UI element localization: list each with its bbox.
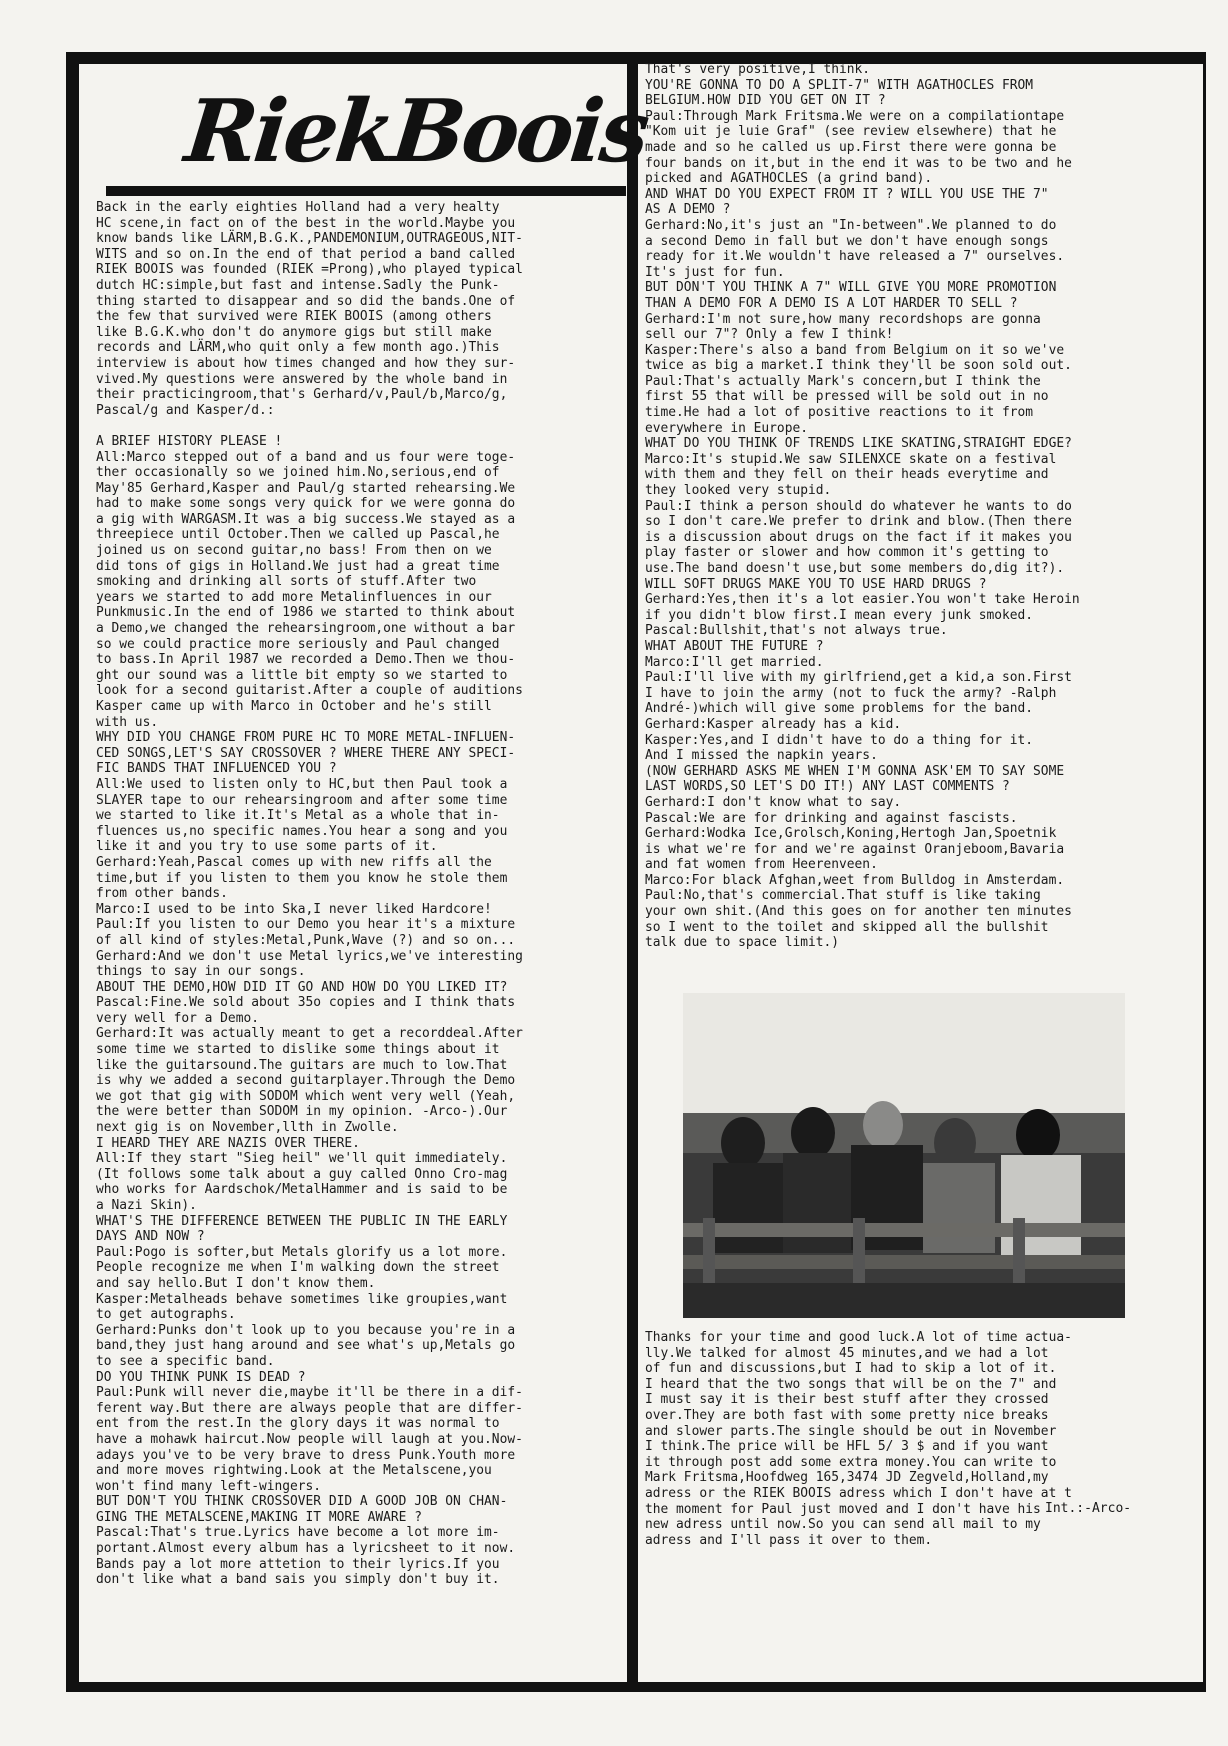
text-line: four bands on it,but in the end it was to be two and he (645, 155, 1072, 171)
text-line: your own shit.(And this goes on for another ten minutes (645, 904, 1072, 920)
text-line: Back in the early eighties Holland had a very healty (96, 200, 500, 215)
text-line: with them and they fell on their heads everytime and (645, 467, 1049, 483)
text-line: joined us on second guitar,no bass! From then on we (96, 543, 492, 559)
text-line: RIEK BOOIS was founded (RIEK =Prong),who played typical (96, 262, 523, 278)
text-line: ther occasionally so we joined him.No,serious,end of (96, 465, 500, 481)
text-line: records and LÄRM,who quit only a few month ago.)This (96, 340, 500, 356)
text-line: so we could practice more seriously and Paul changed (96, 636, 500, 652)
text-line: thing started to disappear and so did the bands.One of (96, 293, 516, 309)
text-line: a second Demo in fall but we don't have enough songs (645, 233, 1049, 249)
text-line: May'85 Gerhard,Kasper and Paul/g started rehearsing.We (96, 480, 516, 496)
text-line: Pascal:Bullshit,that's not always true. (645, 623, 948, 639)
text-line: It's just for fun. (645, 264, 785, 280)
text-line: to see a specific band. (96, 1353, 275, 1369)
text-line: AND WHAT DO YOU EXPECT FROM IT ? WILL YOU USE THE 7" (645, 186, 1049, 202)
text-line: twice as big a market.I think they'll be soon sold out. (645, 358, 1072, 374)
text-line: years we started to add more Metalinfluences in our (96, 589, 492, 605)
text-line: Pascal:We are for drinking and against fascists. (645, 810, 1018, 826)
text-line: Paul:Punk will never die,maybe it'll be there in a dif- (96, 1385, 523, 1401)
text-line: and more moves rightwing.Look at the Metalscene,you (96, 1463, 492, 1479)
right-column (645, 62, 1200, 951)
text-line: I have to join the army (not to fuck the army? -Ralph (645, 685, 1057, 701)
text-line: Kasper:Yes,and I didn't have to do a thing for it. (645, 732, 1034, 748)
text-line: the few that survived were RIEK BOOIS (among others (96, 309, 492, 325)
interviewer-signature: Int.:-Arco- (1045, 1501, 1132, 1516)
left-column (96, 200, 622, 1588)
text-line: Kasper came up with Marco in October and he's still (96, 699, 492, 714)
text-line: from other bands. (96, 886, 228, 902)
text-line: adays you've to be very brave to dress Punk.Youth more (96, 1447, 516, 1463)
text-line: don't like what a band sais you simply don't buy it. (96, 1572, 500, 1588)
text-line: That's very positive,I think. (645, 62, 871, 77)
text-line: YOU'RE GONNA TO DO A SPLIT-7" WITH AGATHOCLES FROM (645, 77, 1034, 93)
text-line: AS A DEMO ? (645, 202, 731, 218)
text-line: is why we added a second guitarplayer.Through the Demo (96, 1073, 516, 1089)
text-line: is a discussion about drugs on the fact if it makes you (645, 529, 1072, 545)
text-line: "Kom uit je luie Graf" (see review elsewhere) that he (645, 124, 1057, 140)
text-line: BUT DON'T YOU THINK A 7" WILL GIVE YOU MORE PROMOTION (645, 280, 1057, 296)
text-line: All:We used to listen only to HC,but then Paul took a (96, 776, 508, 792)
text-line: a Demo,we changed the rehearsingroom,one without a bar (96, 621, 516, 637)
text-line: Marco:I used to be into Ska,I never liked Hardcore! (96, 901, 492, 917)
text-line: FIC BANDS THAT INFLUENCED YOU ? (96, 761, 337, 777)
text-line: Marco:I'll get married. (645, 654, 824, 670)
text-line: so I went to the toilet and skipped all the bullshit (645, 919, 1049, 935)
text-line: I must say it is their best stuff after they crossed (645, 1392, 1049, 1408)
text-line: lly.We talked for almost 45 minutes,and we had a lot (645, 1345, 1049, 1361)
text-line: I heard that the two songs that will be on the 7" and (645, 1376, 1057, 1392)
text-line: Gerhard:No,it's just an "In-between".We planned to do (645, 217, 1057, 233)
text-line: And I missed the napkin years. (645, 748, 878, 764)
text-line: some time we started to dislike some things about it (96, 1042, 500, 1058)
text-line: we got that gig with SODOM which went very well (Yeah, (96, 1088, 516, 1104)
text-line: Punkmusic.In the end of 1986 we started to think about (96, 605, 516, 621)
text-line: their practicingroom,that's Gerhard/v,Paul/b,Marco/g, (96, 387, 508, 403)
text-line: Gerhard:Yes,then it's a lot easier.You won't take Heroin (645, 592, 1080, 608)
text-line: who works for Aardschok/MetalHammer and is said to be (96, 1182, 508, 1198)
text-line: next gig is on November,llth in Zwolle. (96, 1120, 399, 1136)
text-line: WILL SOFT DRUGS MAKE YOU TO USE HARD DRUGS ? (645, 576, 987, 592)
text-line: Paul:If you listen to our Demo you hear it's a mixture (96, 917, 516, 933)
text-line: portant.Almost every album has a lyricsheet to it now. (96, 1541, 516, 1557)
text-line: interview is about how times changed and how they sur- (96, 355, 516, 371)
text-line: Paul:I'll live with my girlfriend,get a kid,a son.First (645, 670, 1072, 686)
text-line: CED SONGS,LET'S SAY CROSSOVER ? WHERE THERE ANY SPECI- (96, 745, 516, 761)
text-line: Paul:I think a person should do whatever he wants to do (645, 498, 1072, 514)
text-line: and fat women from Heerenveen. (645, 857, 878, 873)
text-line: everywhere in Europe. (645, 420, 808, 436)
text-line: Mark Fritsma,Hoofdweg 165,3474 JD Zegveld,Holland,my (645, 1470, 1049, 1486)
band-logo-text: RiekBoois (180, 81, 652, 182)
text-line: Gerhard:I don't know what to say. (645, 794, 902, 810)
text-line: Gerhard:It was actually meant to get a recorddeal.After (96, 1026, 523, 1042)
text-line: a gig with WARGASM.It was a big success.We stayed as a (96, 511, 516, 527)
text-line: HC scene,in fact on of the best in the world.Maybe you (96, 215, 516, 231)
text-line: play faster or slower and how common it's getting to (645, 545, 1049, 561)
text-line: Bands pay a lot more attetion to their lyrics.If you (96, 1556, 500, 1572)
text-line: picked and AGATHOCLES (a grind band). (645, 171, 933, 187)
text-line: sell our 7"? Only a few I think! (645, 327, 894, 343)
text-line: like the guitarsound.The guitars are much to low.That (96, 1057, 508, 1073)
text-line: is what we're for and we're against Oranjeboom,Bavaria (645, 841, 1065, 857)
text-line: won't find many left-wingers. (96, 1478, 322, 1494)
text-line: Pascal/g and Kasper/d.: (96, 402, 275, 418)
text-line: vived.My questions were answered by the whole band in (96, 371, 508, 387)
text-line: Paul:That's actually Mark's concern,but I think the (645, 373, 1041, 389)
text-line: (NOW GERHARD ASKS ME WHEN I'M GONNA ASK'EM TO SAY SOME (645, 763, 1065, 779)
text-line: WHY DID YOU CHANGE FROM PURE HC TO MORE METAL-INFLUEN- (96, 730, 516, 746)
text-line: Gerhard:I'm not sure,how many recordshops are gonna (645, 311, 1041, 327)
text-line: WHAT DO YOU THINK OF TRENDS LIKE SKATING,STRAIGHT EDGE? (645, 436, 1072, 452)
left-column-text (96, 200, 622, 1588)
text-line: with us. (96, 714, 159, 730)
text-line: A BRIEF HISTORY PLEASE ! (96, 433, 283, 449)
text-line: Kasper:There's also a band from Belgium on it so we've (645, 342, 1065, 358)
text-line: ABOUT THE DEMO,HOW DID IT GO AND HOW DO YOU LIKED IT? (96, 979, 508, 995)
text-line: SLAYER tape to our rehearsingroom and after some time (96, 792, 508, 808)
text-line: had to make some songs very quick for we were gonna do (96, 496, 516, 512)
text-line: made and so he called us up.First there were gonna be (645, 139, 1057, 155)
text-line: they looked very stupid. (645, 483, 832, 499)
text-line: to bass.In April 1987 we recorded a Demo.Then we thou- (96, 652, 516, 668)
text-line: GING THE METALSCENE,MAKING IT MORE AWARE ? (96, 1509, 422, 1525)
text-line: we started to like it.It's Metal as a whole that in- (96, 808, 500, 824)
text-line: threepiece until October.Then we called up Pascal,he (96, 527, 500, 543)
text-line: ferent way.But there are always people that are differ- (96, 1400, 523, 1416)
text-line: WHAT'S THE DIFFERENCE BETWEEN THE PUBLIC IN THE EARLY (96, 1213, 508, 1229)
text-line: first 55 that will be pressed will be sold out in no (645, 389, 1049, 405)
text-line: use.The band doesn't use,but some members do,dig it?). (645, 561, 1065, 576)
text-line: know bands like LÄRM,B.G.K.,PANDEMONIUM,OUTRAGEOUS,NIT- (96, 231, 523, 247)
text-line: Thanks for your time and good luck.A lot of time actua- (645, 1330, 1072, 1345)
right-column-text-top (645, 62, 1200, 951)
text-line: to get autographs. (96, 1307, 236, 1323)
text-line: if you didn't blow first.I mean every junk smoked. (645, 607, 1034, 623)
text-line: Gerhard:Kasper already has a kid. (645, 716, 902, 732)
text-line: smoking and drinking all sorts of stuff.After two (96, 574, 477, 590)
text-line: adress or the RIEK BOOIS adress which I don't have at t (645, 1485, 1072, 1501)
text-line: it through post add some extra money.You can write to (645, 1454, 1057, 1470)
text-line: DO YOU THINK PUNK IS DEAD ? (96, 1369, 306, 1385)
text-line: so I don't care.We prefer to drink and blow.(Then there (645, 514, 1072, 530)
text-line: Paul:No,that's commercial.That stuff is like taking (645, 888, 1041, 904)
text-line: WITS and so on.In the end of that period a band called (96, 246, 516, 262)
text-line: dutch HC:simple,but fast and intense.Sadly the Punk- (96, 277, 500, 293)
text-line: band,they just hang around and see what's up,Metals go (96, 1338, 516, 1354)
column-divider (627, 52, 638, 1692)
text-line: things to say in our songs. (96, 964, 306, 980)
text-line: Kasper:Metalheads behave sometimes like groupies,want (96, 1291, 508, 1307)
band-photo (683, 993, 1125, 1318)
text-line: new adress until now.So you can send all mail to my (645, 1517, 1041, 1533)
text-line: fluences us,no specific names.You hear a song and you (96, 823, 508, 839)
text-line: time,but if you listen to them you know he stole them (96, 870, 508, 886)
text-line: BUT DON'T YOU THINK CROSSOVER DID A GOOD JOB ON CHAN- (96, 1494, 508, 1510)
text-line: André-)which will give some problems for the band. (645, 701, 1034, 717)
text-line: of fun and discussions,but I had to skip a lot of it. (645, 1361, 1057, 1377)
text-line: Gerhard:Punks don't look up to you because you're in a (96, 1322, 516, 1338)
text-line: and say hello.But I don't know them. (96, 1275, 376, 1291)
text-line: Gerhard:Wodka Ice,Grolsch,Koning,Hertogh Jan,Spoetnik (645, 826, 1057, 842)
text-line: look for a second guitarist.After a couple of auditions (96, 683, 523, 699)
text-line: the were better than SODOM in my opinion. -Arco-).Our (96, 1104, 508, 1120)
text-line: a Nazi Skin). (96, 1198, 197, 1213)
text-line: I think.The price will be HFL 5/ 3 $ and if you want (645, 1439, 1049, 1455)
text-line: BELGIUM.HOW DID YOU GET ON IT ? (645, 93, 886, 109)
text-line: the moment for Paul just moved and I don't have his (645, 1501, 1041, 1517)
text-line: Paul:Pogo is softer,but Metals glorify us a lot more. (96, 1244, 508, 1260)
text-line: did tons of gigs in Holland.We just had a great time (96, 558, 500, 574)
text-line: I HEARD THEY ARE NAZIS OVER THERE. (96, 1135, 360, 1151)
text-line: LAST WORDS,SO LET'S DO IT!) ANY LAST COMMENTS ? (645, 779, 1010, 795)
text-line: adress and I'll pass it over to them. (645, 1532, 933, 1548)
text-line (96, 418, 622, 434)
text-line: ght our sound was a little bit empty so we started to (96, 667, 508, 683)
text-line: Paul:Through Mark Fritsma.We were on a compilationtape (645, 108, 1065, 124)
text-line: and slower parts.The single should be out in November (645, 1423, 1057, 1439)
text-line: talk due to space limit.) (645, 935, 840, 951)
text-line: THAN A DEMO FOR A DEMO IS A LOT HARDER TO SELL ? (645, 295, 1018, 311)
logo-underline-bar (106, 186, 626, 196)
text-line: ready for it.We wouldn't have released a 7" ourselves. (645, 249, 1065, 265)
text-line: All:Marco stepped out of a band and us four were toge- (96, 449, 516, 465)
text-line: over.They are both fast with some pretty nice breaks (645, 1407, 1049, 1423)
text-line: of all kind of styles:Metal,Punk,Wave (?) and so on... (96, 932, 516, 948)
text-line: DAYS AND NOW ? (96, 1229, 205, 1245)
text-line: time.He had a lot of positive reactions to it from (645, 405, 1034, 421)
text-line: have a mohawk haircut.Now people will laugh at you.Now- (96, 1431, 523, 1447)
text-line: (It follows some talk about a guy called Onno Cro-mag (96, 1166, 508, 1182)
text-line: very well for a Demo. (96, 1010, 259, 1026)
text-line: People recognize me when I'm walking down the street (96, 1260, 500, 1276)
band-photo-image (683, 993, 1125, 1318)
text-line: ent from the rest.In the glory days it was normal to (96, 1416, 500, 1432)
text-line: Gerhard:And we don't use Metal lyrics,we've interesting (96, 948, 523, 964)
text-line: like B.G.K.who don't do anymore gigs but still make (96, 324, 492, 340)
text-line: Gerhard:Yeah,Pascal comes up with new riffs all the (96, 854, 492, 870)
text-line: WHAT ABOUT THE FUTURE ? (645, 638, 824, 654)
text-line: like it and you try to use some parts of it. (96, 839, 438, 855)
text-line: All:If they start "Sieg heil" we'll quit immediately. (96, 1151, 508, 1167)
text-line: Pascal:That's true.Lyrics have become a lot more im- (96, 1525, 500, 1541)
text-line: Marco:It's stupid.We saw SILENXCE skate on a festival (645, 451, 1057, 467)
band-logo (180, 81, 652, 182)
text-line: Pascal:Fine.We sold about 35o copies and I think thats (96, 995, 516, 1011)
text-line: Marco:For black Afghan,weet from Bulldog in Amsterdam. (645, 872, 1065, 888)
